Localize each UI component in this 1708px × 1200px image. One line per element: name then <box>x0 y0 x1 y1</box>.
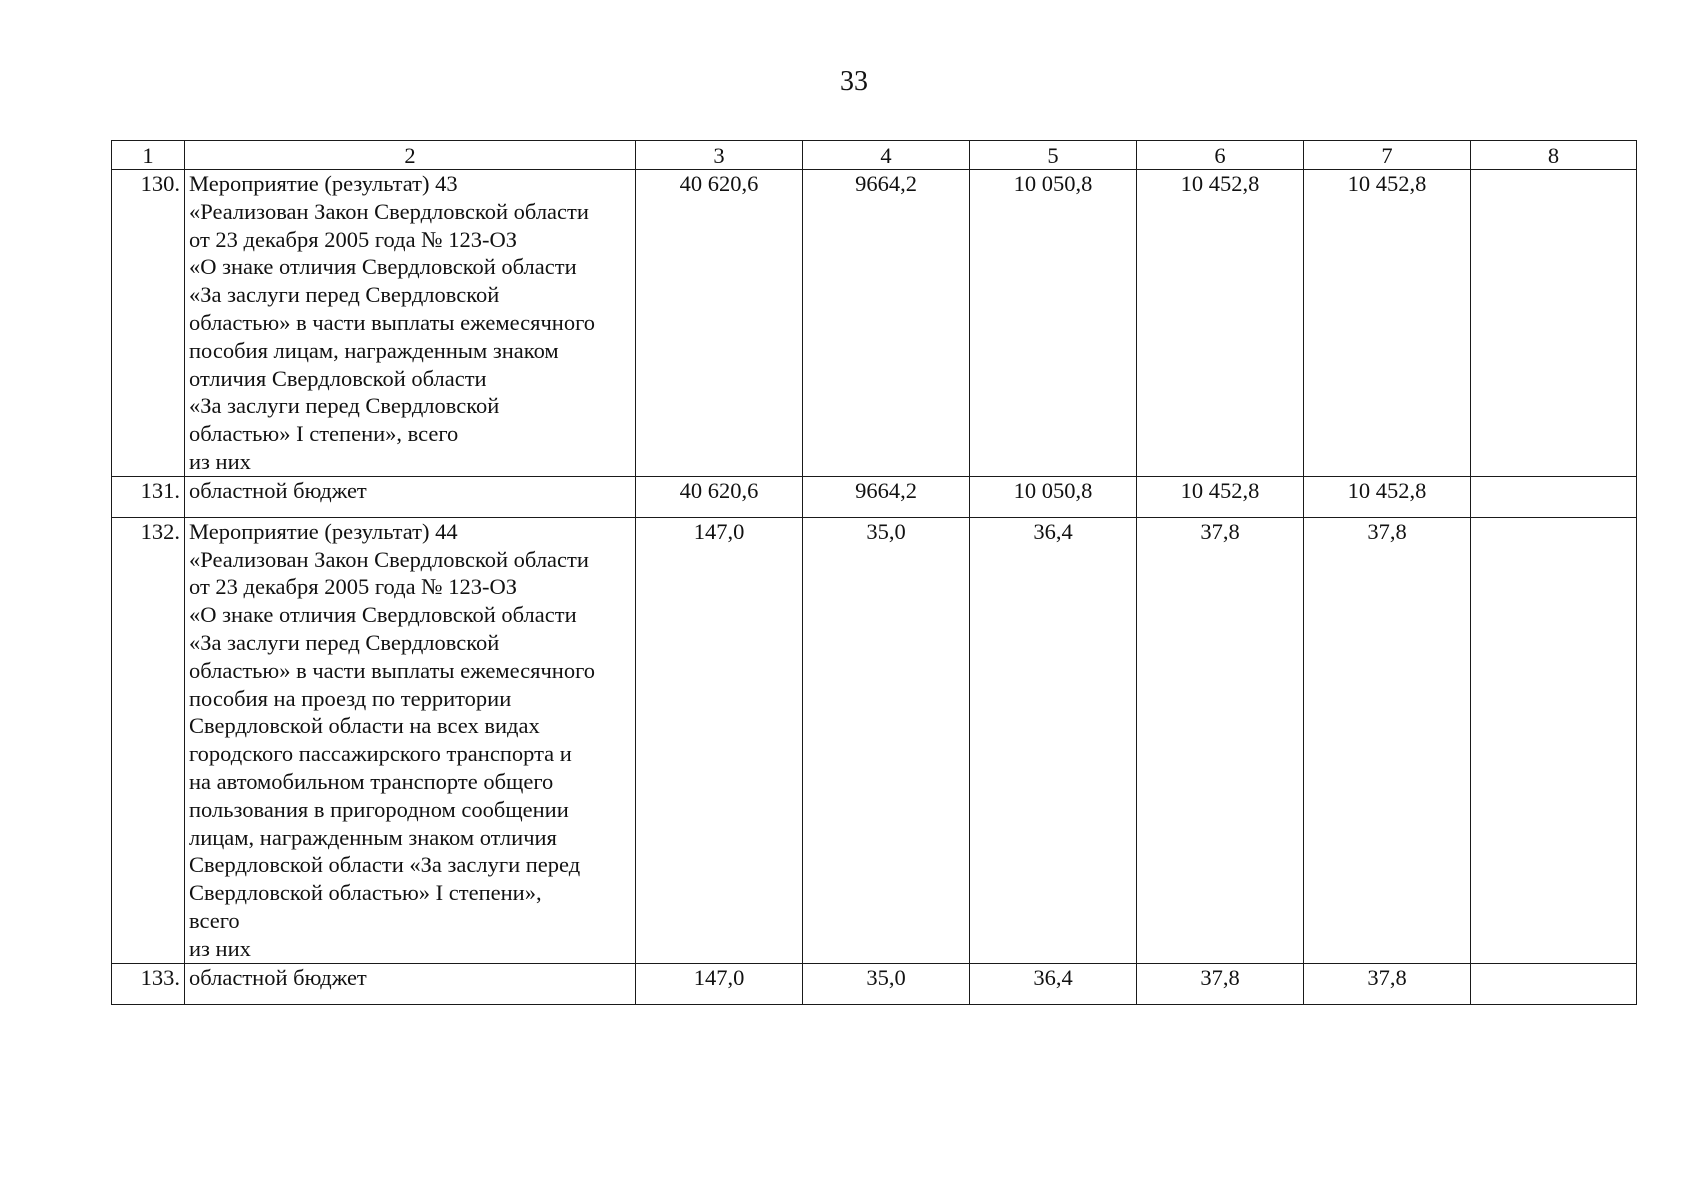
column-header: 7 <box>1304 141 1471 170</box>
description-line: всего <box>189 907 240 933</box>
description-line: «За заслуги перед Свердловской <box>189 629 500 655</box>
row-description <box>185 963 636 1004</box>
description-line: «Реализован Закон Свердловской области <box>189 546 589 572</box>
table-row <box>112 963 1637 1004</box>
description-line: Свердловской области на всех видах <box>189 713 540 739</box>
description-line: «За заслуги перед Свердловской <box>189 282 500 308</box>
description-line: Свердловской областью» I степени», <box>189 880 542 906</box>
value-col-6: 37,8 <box>1137 963 1304 1004</box>
description-line: областью» в части выплаты ежемесячного <box>189 657 596 683</box>
description-line: пользования в пригородном сообщении <box>189 796 569 822</box>
table-row <box>112 170 1637 477</box>
row-description <box>185 517 636 963</box>
value-col-8 <box>1471 170 1637 477</box>
budget-table <box>111 140 1637 1005</box>
description-line: Мероприятие (результат) 44 <box>189 518 458 544</box>
description-line: «За заслуги перед Свердловской <box>189 393 500 419</box>
table-header-row <box>112 141 1637 170</box>
table-row <box>112 476 1637 517</box>
column-header: 5 <box>970 141 1137 170</box>
value-col-7: 10 452,8 <box>1304 170 1471 477</box>
row-number: 130. <box>112 170 185 477</box>
value-col-7: 10 452,8 <box>1304 476 1471 517</box>
column-header: 1 <box>112 141 185 170</box>
value-col-6: 10 452,8 <box>1137 476 1304 517</box>
row-description <box>185 476 636 517</box>
description-line: «О знаке отличия Свердловской области <box>189 602 577 628</box>
value-col-3: 40 620,6 <box>636 476 803 517</box>
description-line: «О знаке отличия Свердловской области <box>189 254 577 280</box>
table-row <box>112 517 1637 963</box>
column-header: 6 <box>1137 141 1304 170</box>
column-header: 4 <box>803 141 970 170</box>
row-number: 131. <box>112 476 185 517</box>
row-number: 132. <box>112 517 185 963</box>
page-number: 33 <box>840 66 868 97</box>
value-col-5: 36,4 <box>970 517 1137 963</box>
value-col-4: 35,0 <box>803 517 970 963</box>
value-col-6: 37,8 <box>1137 517 1304 963</box>
description-line: «Реализован Закон Свердловской области <box>189 198 589 224</box>
description-line: на автомобильном транспорте общего <box>189 768 554 794</box>
column-header: 2 <box>185 141 636 170</box>
description-line: лицам, награжденным знаком отличия <box>189 824 557 850</box>
description-line: областной бюджет <box>189 477 367 503</box>
value-col-4: 35,0 <box>803 963 970 1004</box>
description-line: пособия на проезд по территории <box>189 685 512 711</box>
value-col-5: 10 050,8 <box>970 170 1137 477</box>
description-line: от 23 декабря 2005 года № 123-ОЗ <box>189 574 518 600</box>
description-line: от 23 декабря 2005 года № 123-ОЗ <box>189 226 518 252</box>
value-col-7: 37,8 <box>1304 517 1471 963</box>
value-col-6: 10 452,8 <box>1137 170 1304 477</box>
value-col-4: 9664,2 <box>803 476 970 517</box>
value-col-3: 147,0 <box>636 963 803 1004</box>
description-line: пособия лицам, награжденным знаком <box>189 337 559 363</box>
description-line: отличия Свердловской области <box>189 365 487 391</box>
value-col-8 <box>1471 476 1637 517</box>
description-line: из них <box>189 448 251 474</box>
row-number: 133. <box>112 963 185 1004</box>
value-col-5: 36,4 <box>970 963 1137 1004</box>
column-header: 3 <box>636 141 803 170</box>
description-line: областью» в части выплаты ежемесячного <box>189 309 596 335</box>
description-line: областью» I степени», всего <box>189 421 459 447</box>
value-col-8 <box>1471 963 1637 1004</box>
description-line: Свердловской области «За заслуги перед <box>189 852 581 878</box>
value-col-3: 40 620,6 <box>636 170 803 477</box>
value-col-4: 9664,2 <box>803 170 970 477</box>
description-line: областной бюджет <box>189 964 367 990</box>
description-line: из них <box>189 935 251 961</box>
description-line: городского пассажирского транспорта и <box>189 741 572 767</box>
row-description <box>185 170 636 477</box>
column-header: 8 <box>1471 141 1637 170</box>
value-col-7: 37,8 <box>1304 963 1471 1004</box>
value-col-8 <box>1471 517 1637 963</box>
value-col-3: 147,0 <box>636 517 803 963</box>
description-line: Мероприятие (результат) 43 <box>189 171 458 196</box>
value-col-5: 10 050,8 <box>970 476 1137 517</box>
